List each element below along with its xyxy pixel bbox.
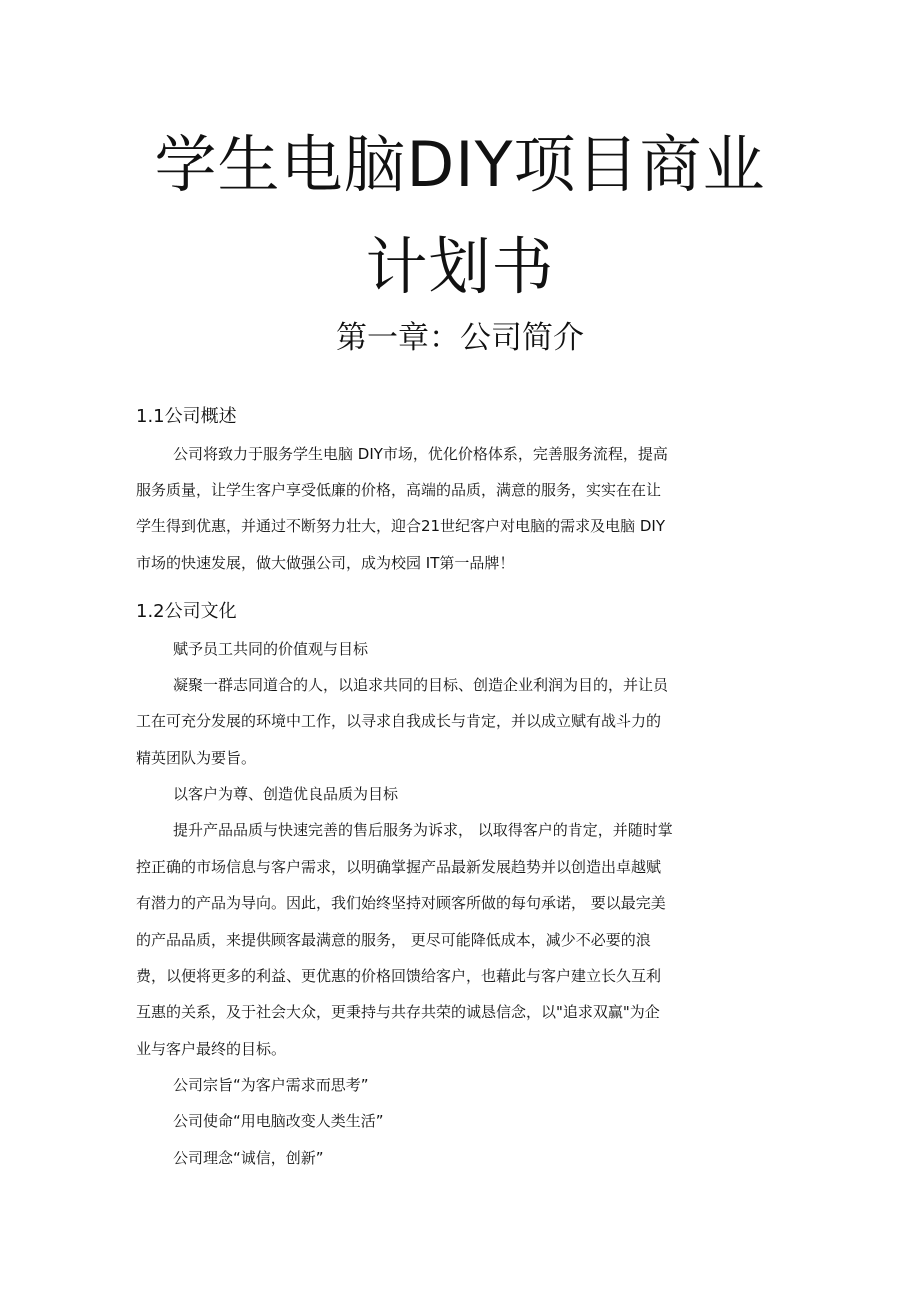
document-title-line-1: 学生电脑DIY项目商业: [154, 128, 766, 201]
section-heading-1-1: 1.1公司概述: [136, 406, 237, 427]
paragraph-line: 公司将致力于服务学生电脑 DIY市场，优化价格体系，完善服务流程，提高: [173, 445, 668, 463]
paragraph-line: 控正确的市场信息与客户需求，以明确掌握产品最新发展趋势并以创造出卓越赋: [136, 858, 662, 876]
section-heading-1-2: 1.2公司文化: [136, 601, 237, 622]
paragraph-line: 服务质量，让学生客户享受低廉的价格，高端的品质，满意的服务，实实在在让: [136, 481, 662, 499]
company-mission: 公司使命“用电脑改变人类生活”: [173, 1112, 384, 1130]
paragraph-line: 工在可充分发展的环境中工作，以寻求自我成长与肯定，并以成立赋有战斗力的: [136, 712, 662, 730]
paragraph-line: 精英团队为要旨。: [136, 749, 257, 767]
paragraph-line: 互惠的关系，及于社会大众，更秉持与共存共荣的诚恳信念，以"追求双赢"为企: [136, 1003, 660, 1021]
company-philosophy: 公司理念“诚信，创新”: [173, 1149, 324, 1167]
paragraph-line: 业与客户最终的目标。: [136, 1040, 287, 1058]
paragraph-line: 以客户为尊、创造优良品质为目标: [173, 785, 399, 803]
chapter-title: 第一章：公司简介: [336, 320, 584, 356]
paragraph-line: 市场的快速发展，做大做强公司，成为校园 IT第一品牌！: [136, 554, 515, 572]
paragraph-line: 的产品品质，来提供顾客最满意的服务， 更尽可能降低成本，减少不必要的浪: [136, 931, 651, 949]
document-title-line-2: 计划书: [365, 230, 555, 303]
paragraph-line: 凝聚一群志同道合的人，以追求共同的目标、创造企业利润为目的，并让员: [173, 676, 669, 694]
paragraph-line: 赋予员工共同的价值观与目标: [173, 640, 369, 658]
company-purpose: 公司宗旨“为客户需求而思考”: [173, 1076, 369, 1094]
paragraph-line: 费，以便将更多的利益、更优惠的价格回馈给客户，也藉此与客户建立长久互利: [136, 967, 662, 985]
paragraph-line: 提升产品品质与快速完善的售后服务为诉求， 以取得客户的肯定，并随时掌: [173, 821, 673, 839]
paragraph-line: 有潜力的产品为导向。因此，我们始终坚持对顾客所做的每句承诺， 要以最完美: [136, 894, 666, 912]
paragraph-line: 学生得到优惠，并通过不断努力壮大，迎合21世纪客户对电脑的需求及电脑 DIY: [136, 517, 665, 535]
